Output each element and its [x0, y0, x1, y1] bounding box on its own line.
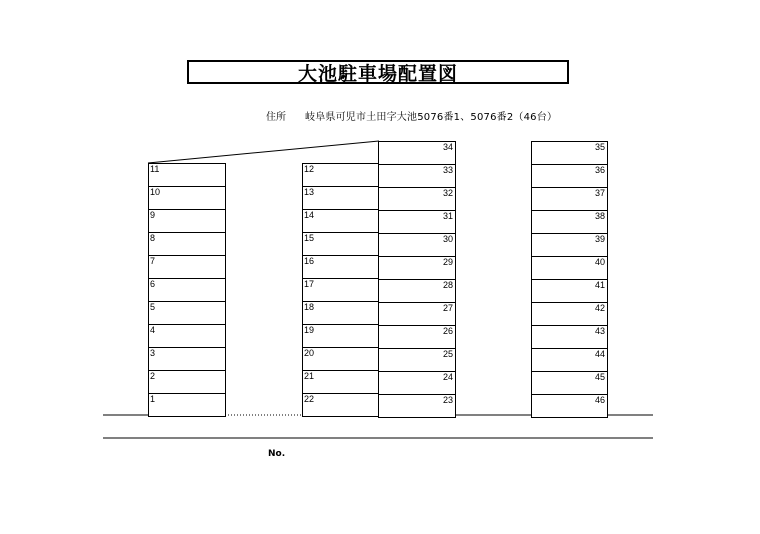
stall-number: 5 — [150, 302, 156, 312]
parking-stall — [378, 325, 456, 349]
parking-stall — [148, 255, 226, 279]
stall-number: 27 — [442, 303, 453, 313]
stall-number: 15 — [304, 233, 315, 243]
no-label: No. — [268, 449, 286, 459]
stall-number: 39 — [594, 234, 605, 244]
stall-number: 42 — [594, 303, 605, 313]
stall-number: 25 — [442, 349, 453, 359]
stall-number: 26 — [442, 326, 453, 336]
stall-number: 43 — [594, 326, 605, 336]
parking-stall — [531, 348, 608, 372]
stall-number: 29 — [442, 257, 453, 267]
parking-stall — [531, 233, 608, 257]
stall-number: 40 — [594, 257, 605, 267]
parking-stall — [148, 324, 226, 348]
parking-stall — [531, 187, 608, 211]
stall-number: 32 — [442, 188, 453, 198]
parking-stall — [531, 256, 608, 280]
stall-number: 24 — [442, 372, 453, 382]
diagonal-boundary-line — [148, 141, 379, 163]
stall-number: 38 — [594, 211, 605, 221]
stall-number: 2 — [150, 371, 156, 381]
parking-stall — [302, 324, 379, 348]
parking-stall — [378, 210, 456, 234]
stall-number: 16 — [304, 256, 315, 266]
stall-number: 34 — [442, 142, 453, 152]
stall-number: 4 — [150, 325, 156, 335]
stall-number: 28 — [442, 280, 453, 290]
parking-stall — [302, 301, 379, 325]
stall-number: 22 — [304, 394, 315, 404]
parking-stall — [302, 163, 379, 187]
parking-stall — [531, 302, 608, 326]
parking-column-1 — [148, 163, 226, 417]
stall-number: 21 — [304, 371, 315, 381]
parking-column-2 — [302, 163, 379, 417]
parking-stall — [378, 141, 456, 165]
stall-number: 17 — [304, 279, 315, 289]
stall-number: 11 — [150, 164, 160, 174]
parking-stall — [378, 164, 456, 188]
stall-number: 3 — [150, 348, 156, 358]
parking-column-4 — [531, 141, 608, 418]
parking-stall — [378, 187, 456, 211]
address-value: 岐阜県可児市土田字大池5076番1、5076番2（46台） — [305, 112, 558, 123]
parking-stall — [302, 393, 379, 417]
parking-stall — [148, 232, 226, 256]
parking-stall — [378, 371, 456, 395]
page-title: 大池駐車場配置図 — [187, 60, 569, 84]
stall-number: 46 — [594, 395, 605, 405]
stall-number: 18 — [304, 302, 315, 312]
stall-number: 20 — [304, 348, 315, 358]
stall-number: 35 — [594, 142, 605, 152]
stall-number: 23 — [442, 395, 453, 405]
parking-stall — [378, 256, 456, 280]
parking-stall — [378, 394, 456, 418]
stall-number: 41 — [594, 280, 605, 290]
stall-number: 8 — [150, 233, 156, 243]
parking-stall — [531, 325, 608, 349]
stall-number: 9 — [150, 210, 156, 220]
parking-stall — [531, 210, 608, 234]
parking-stall — [148, 209, 226, 233]
stall-number: 14 — [304, 210, 315, 220]
stall-number: 45 — [594, 372, 605, 382]
parking-stall — [531, 164, 608, 188]
parking-stall — [302, 347, 379, 371]
parking-stall — [302, 186, 379, 210]
parking-stall — [302, 255, 379, 279]
parking-stall — [378, 233, 456, 257]
address-label: 住所 — [266, 112, 286, 123]
parking-stall — [148, 278, 226, 302]
parking-stall — [531, 141, 608, 165]
stall-number: 6 — [150, 279, 156, 289]
parking-stall — [302, 370, 379, 394]
parking-stall — [148, 186, 226, 210]
stall-number: 30 — [442, 234, 453, 244]
parking-stall — [302, 232, 379, 256]
parking-stall — [531, 394, 608, 418]
stall-number: 19 — [304, 325, 315, 335]
stall-number: 12 — [304, 164, 315, 174]
parking-stall — [148, 393, 226, 417]
stall-number: 13 — [304, 187, 315, 197]
stall-number: 44 — [594, 349, 605, 359]
parking-stall — [148, 301, 226, 325]
parking-stall — [378, 279, 456, 303]
parking-stall — [378, 348, 456, 372]
parking-stall — [302, 209, 379, 233]
parking-stall — [148, 347, 226, 371]
stall-number: 33 — [442, 165, 453, 175]
stall-number: 1 — [150, 394, 156, 404]
parking-stall — [148, 370, 226, 394]
parking-stall — [302, 278, 379, 302]
parking-stall — [378, 302, 456, 326]
stall-number: 10 — [150, 187, 161, 197]
stall-number: 37 — [594, 188, 605, 198]
parking-column-3 — [378, 141, 456, 418]
parking-stall — [148, 163, 226, 187]
parking-stall — [531, 371, 608, 395]
stall-number: 7 — [150, 256, 156, 266]
parking-stall — [531, 279, 608, 303]
stall-number: 36 — [594, 165, 605, 175]
stall-number: 31 — [442, 211, 453, 221]
